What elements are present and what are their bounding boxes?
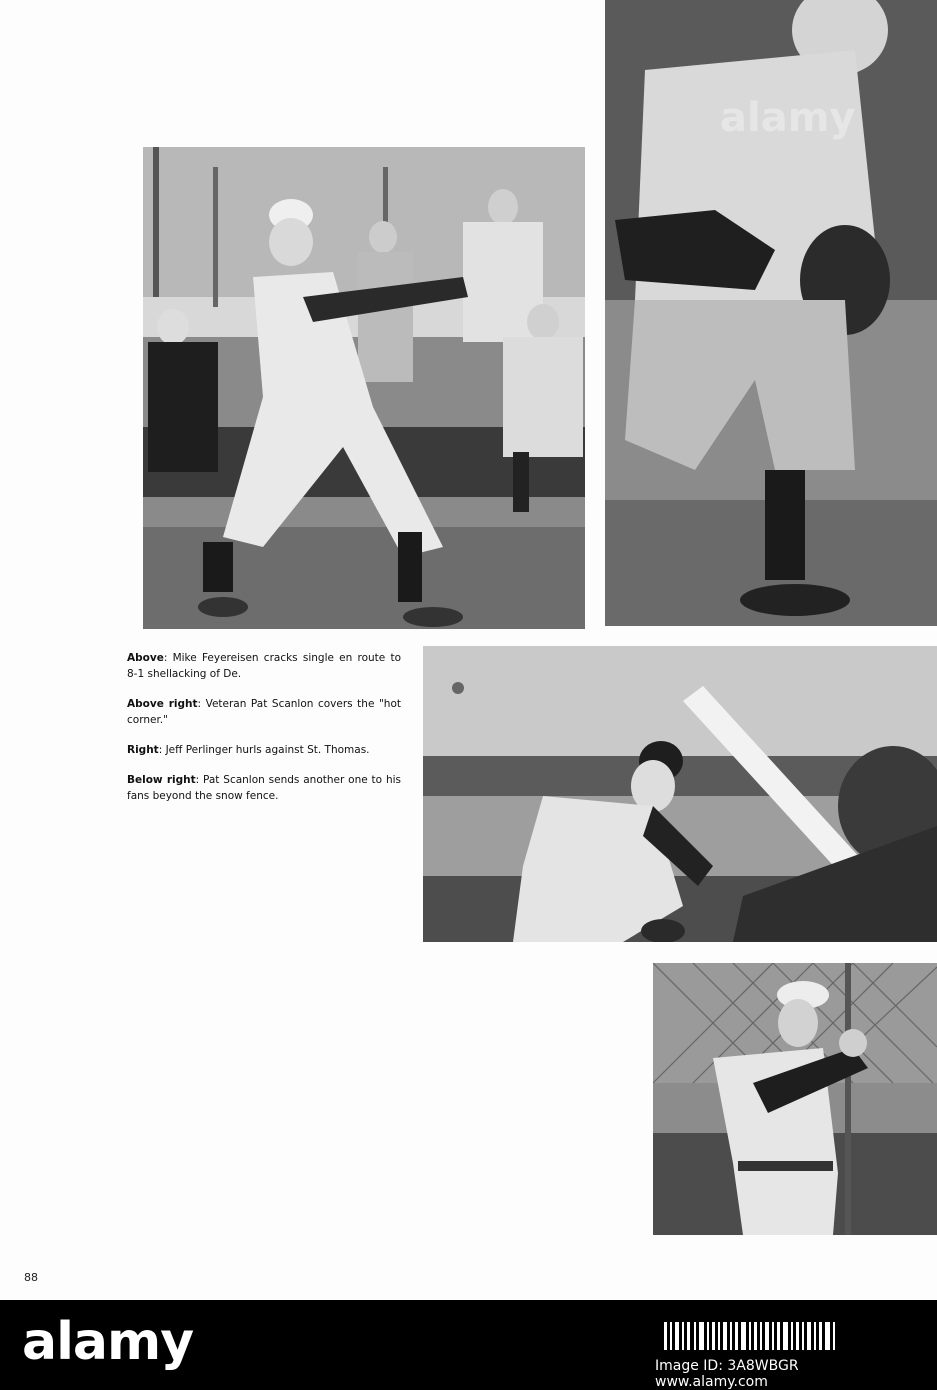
caption-above: Above: Mike Feyereisen cracks single en route to 8-1 shellacking of De. bbox=[127, 652, 401, 680]
watermark-url: www.alamy.com bbox=[655, 1374, 768, 1390]
photo-batter-running-image bbox=[653, 963, 937, 1235]
photo-batter-running bbox=[653, 963, 937, 1235]
watermark-overlay: alamy bbox=[720, 95, 856, 141]
caption-right: Right: Jeff Perlinger hurls against St. Thomas. bbox=[127, 744, 370, 756]
watermark-logo: alamy bbox=[22, 1312, 194, 1372]
caption-above-right: Above right: Veteran Pat Scanlon covers the "hot corner." bbox=[127, 698, 401, 726]
watermark-id bbox=[655, 1358, 799, 1390]
photo-batter bbox=[143, 147, 585, 629]
photo-third-baseman-image bbox=[605, 0, 937, 626]
caption-below-right: Below right: Pat Scanlon sends another one to his fans beyond the snow fence. bbox=[127, 774, 401, 802]
photo-pitcher-image bbox=[423, 646, 937, 942]
photo-batter-image bbox=[143, 147, 585, 629]
page-number: 88 bbox=[24, 1271, 38, 1284]
barcode-icon bbox=[660, 1318, 840, 1354]
watermark-image-id: Image ID: 3A8WBGR bbox=[655, 1358, 799, 1374]
photo-pitcher bbox=[423, 646, 937, 942]
photo-third-baseman bbox=[605, 0, 937, 626]
captions bbox=[127, 650, 401, 818]
